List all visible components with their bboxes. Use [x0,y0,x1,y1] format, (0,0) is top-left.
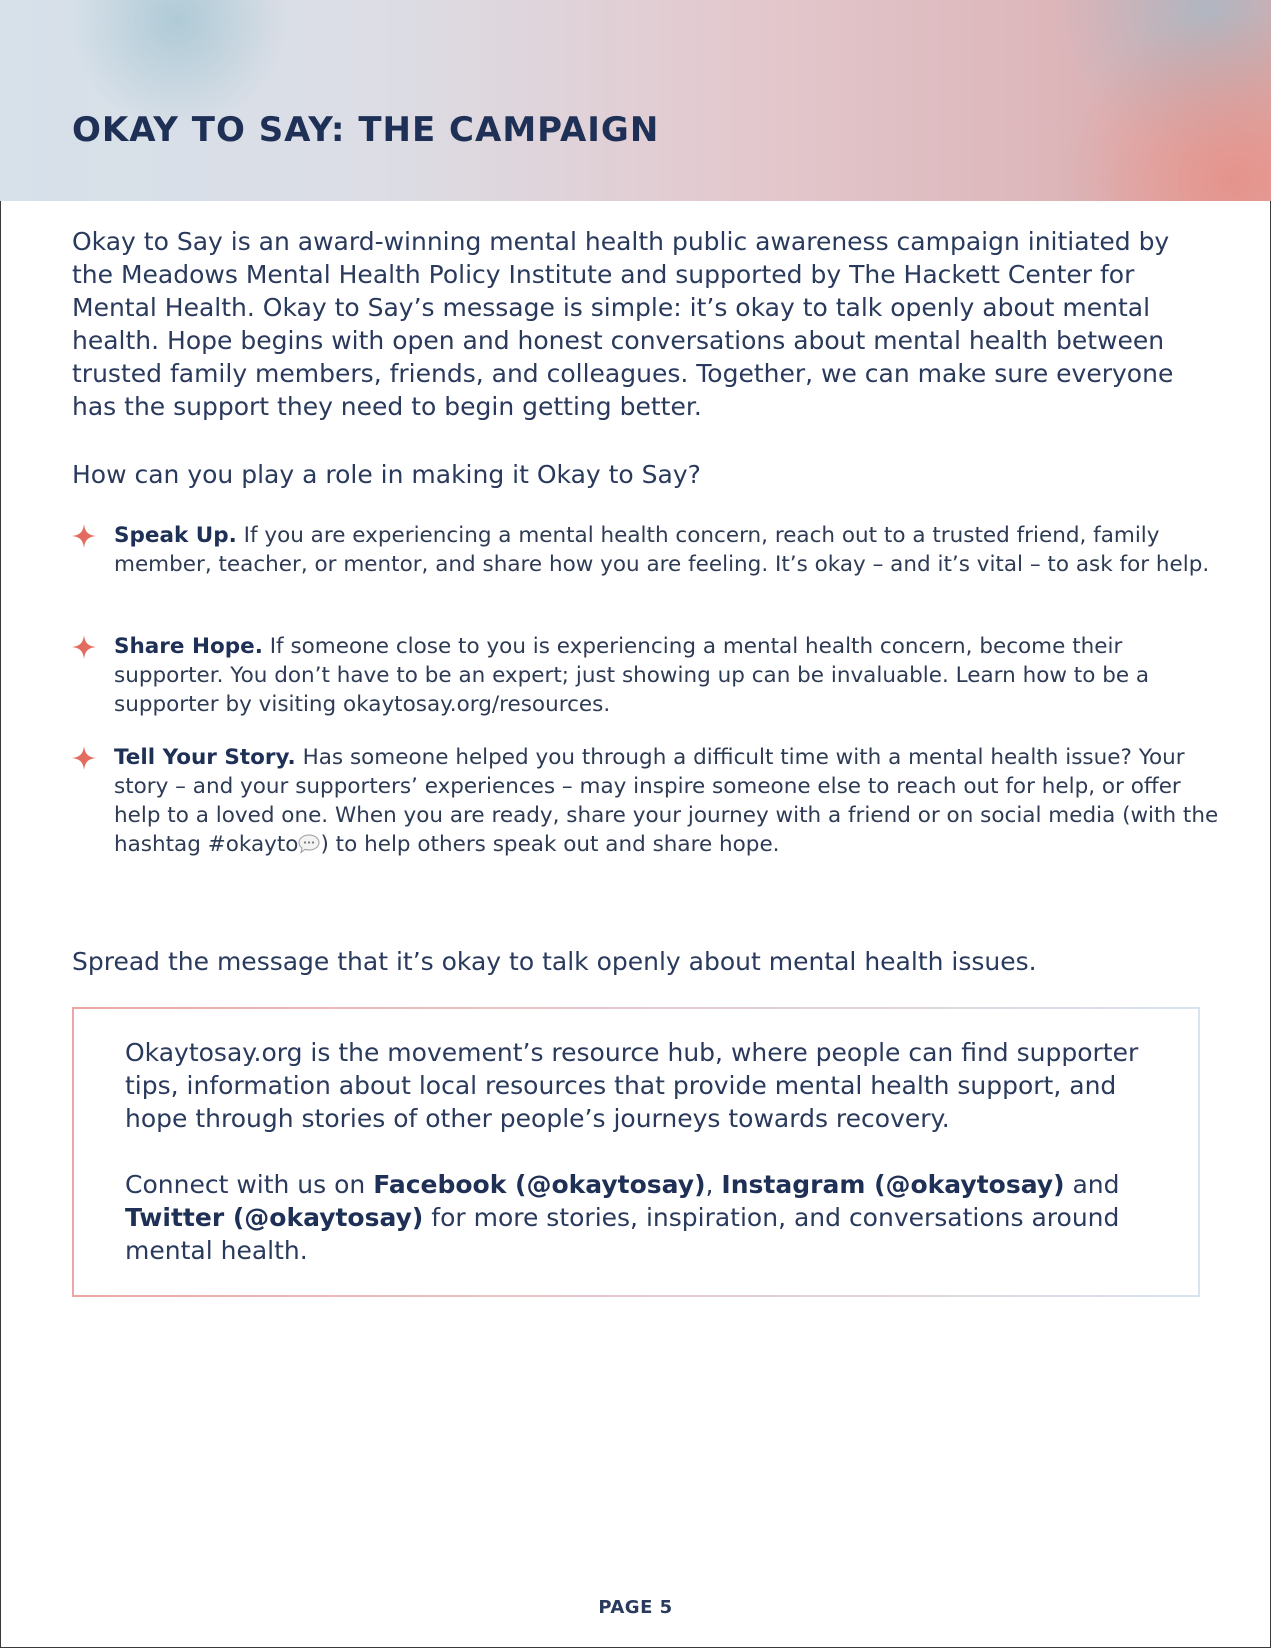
bullet-text [114,521,1234,579]
intro-paragraph: Okay to Say is an award-winning mental health public awareness campaign initiated by the Meadows Mental Health Policy Institute and supported by The Hackett Center for Mental Health. Okay to Say’s message is simple: it’s okay to talk openly about mental health. Hope begins with open and honest conversations about mental health between trusted family members, friends, and colleagues. Together, we can make sure everyone has the support they need to begin getting better. [72,227,1174,421]
page-number: PAGE 5 [598,1597,673,1618]
four-point-star-icon [72,635,96,659]
bullet-body-end: ) to help others speak out and share hope. [320,832,780,857]
separator: and [1064,1170,1120,1199]
speech-bubble-icon [298,834,320,854]
bullet-body: If someone close to you is experiencing a mental health concern, become their supporter. You don’t have to be an expert; just showing up can be invaluable. Learn how to be a supporter by visiting okaytosay.org/resources. [114,634,1150,717]
resource-info-box [72,1007,1200,1297]
connect-suffix: for more stories, inspiration, and conversations around mental health. [125,1203,1120,1265]
role-question: How can you play a role in making it Okay to Say? [72,460,701,489]
bullet-body: Has someone helped you through a difficult time with a mental health issue? Your story – and your supporters’ experiences – may inspire someone else to reach out for help, or offer help to a loved one. When you are ready, share your journey with a friend or on social media (with the hashtag #okayto [114,745,1219,857]
four-point-star-icon [72,746,96,770]
bullet-text [114,632,1234,719]
bullet-title: Speak Up. [114,523,237,548]
bullet-title: Share Hope. [114,634,263,659]
facebook-handle: Facebook (@okaytosay) [373,1170,706,1199]
page-title: OKAY TO SAY: THE CAMPAIGN [72,110,660,150]
instagram-handle: Instagram (@okaytosay) [721,1170,1065,1199]
connect-paragraph [125,1168,1165,1267]
separator: , [705,1170,722,1199]
bullet-body: If you are experiencing a mental health concern, reach out to a trusted friend, family member, teacher, or mentor, and share how you are feeling. It’s okay – and it’s vital – to ask for help. [114,523,1210,577]
connect-prefix: Connect with us on [125,1170,374,1199]
page-header-banner [0,0,1271,201]
twitter-handle: Twitter (@okaytosay) [125,1203,424,1232]
bullet-title: Tell Your Story. [114,745,296,770]
bullet-text [114,743,1234,859]
spread-message: Spread the message that it’s okay to talk openly about mental health issues. [72,947,1037,976]
four-point-star-icon [72,524,96,548]
resource-hub-paragraph: Okaytosay.org is the movement’s resource hub, where people can find supporter tips, information about local resources that provide mental health support, and hope through stories of other people’s journeys towards recovery. [125,1038,1139,1133]
